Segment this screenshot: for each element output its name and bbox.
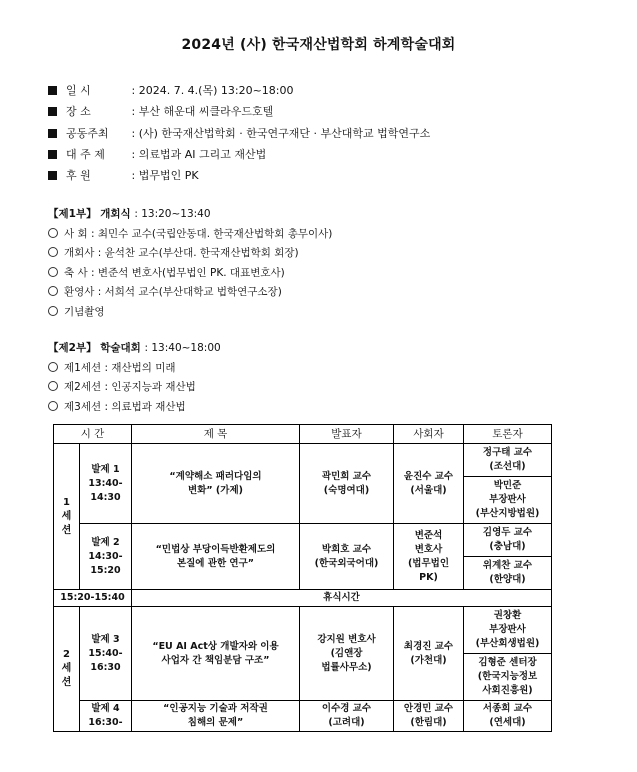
list-item bbox=[48, 264, 332, 284]
circle-bullet-icon bbox=[48, 362, 58, 372]
list-item bbox=[48, 359, 221, 379]
schedule-table bbox=[53, 424, 552, 732]
info-label: 후 원 bbox=[66, 169, 91, 183]
list-item bbox=[48, 283, 332, 303]
circle-bullet-icon bbox=[48, 247, 58, 257]
moderator-cell: 윤진수 교수 (서울대) bbox=[394, 444, 464, 524]
session1-label: 1 세 션 bbox=[54, 444, 80, 590]
list-item bbox=[48, 225, 332, 245]
break-time: 15:20-15:40 bbox=[54, 590, 132, 607]
session2-label: 2 세 션 bbox=[54, 607, 80, 732]
square-bullet-icon bbox=[48, 86, 57, 95]
info-label: 일 시 bbox=[66, 84, 91, 97]
discussant-cell: 김형준 센터장 (한국지능정보 사회진흥원) bbox=[464, 654, 552, 701]
info-place: 장 소 : 부산 해운대 씨클라우드호텔 bbox=[48, 101, 430, 122]
info-date: 일 시 : 2024. 7. 4.(목) 13:20~18:00 bbox=[48, 80, 430, 101]
list-item-text: 환영사 : 서희석 교수(부산대학교 법학연구소장) bbox=[64, 286, 282, 298]
discussant-cell: 박민준 부장판사 (부산지방법원) bbox=[464, 477, 552, 524]
circle-bullet-icon bbox=[48, 401, 58, 411]
circle-bullet-icon bbox=[48, 381, 58, 391]
presenter-cell: 이수경 교수 (고려대) bbox=[300, 701, 394, 732]
list-item-text: 제3세션 : 의료법과 재산법 bbox=[64, 400, 186, 413]
list-item-text: 제1세션 : 재산법의 미래 bbox=[64, 361, 176, 374]
break-row bbox=[54, 590, 552, 607]
circle-bullet-icon bbox=[48, 228, 58, 238]
square-bullet-icon bbox=[48, 171, 57, 180]
discussant-cell: 권창환 부장판사 (부산회생법원) bbox=[464, 607, 552, 654]
table-header-row bbox=[54, 425, 552, 444]
moderator-cell: 변준석 변호사 (법무법인 PK) bbox=[394, 524, 464, 590]
table-row bbox=[54, 524, 552, 557]
part2-head-text: 【제2부】 학술대회 bbox=[48, 342, 141, 354]
slot-cell: 발제 3 15:40- 16:30 bbox=[80, 607, 132, 701]
square-bullet-icon bbox=[48, 129, 57, 138]
part1-heading bbox=[48, 205, 332, 225]
list-item-text: 사 회 : 최민수 교수(국립안동대. 한국재산법학회 총무이사) bbox=[64, 227, 333, 240]
header-time: 시 간 bbox=[54, 425, 132, 444]
part2-section bbox=[48, 339, 221, 417]
circle-bullet-icon bbox=[48, 306, 58, 316]
table-row bbox=[54, 607, 552, 654]
slot-cell: 발제 1 13:40- 14:30 bbox=[80, 444, 132, 524]
slot-cell: 발제 4 16:30- bbox=[80, 701, 132, 732]
info-value: 의료법과 AI 그리고 재산법 bbox=[138, 147, 267, 161]
info-label: 공동주최 bbox=[66, 126, 109, 140]
list-item bbox=[48, 244, 332, 264]
info-label: 장 소 bbox=[66, 105, 91, 119]
part2-heading bbox=[48, 339, 221, 359]
title-cell: “계약해소 패러다임의 변화” (가제) bbox=[132, 444, 300, 524]
list-item-text: 제2세션 : 인공지능과 재산법 bbox=[64, 381, 196, 393]
slot-cell: 발제 2 14:30- 15:20 bbox=[80, 524, 132, 590]
event-info bbox=[48, 80, 430, 186]
table-row bbox=[54, 444, 552, 477]
title-cell: “인공지능 기술과 저작권 침해의 문제” bbox=[132, 701, 300, 732]
header-presenter: 발표자 bbox=[300, 425, 394, 444]
info-theme: 대 주 제 : 의료법과 AI 그리고 재산법 bbox=[48, 144, 430, 165]
table-row bbox=[54, 701, 552, 732]
square-bullet-icon bbox=[48, 150, 57, 159]
presenter-cell: 강지원 변호사 (김앤장 법률사무소) bbox=[300, 607, 394, 701]
list-item-text: 기념촬영 bbox=[64, 305, 105, 318]
info-value: 법무법인 PK bbox=[138, 169, 199, 183]
info-value: (사) 한국재산법학회 · 한국연구재단 · 부산대학교 법학연구소 bbox=[138, 126, 431, 140]
info-label: 대 주 제 bbox=[66, 147, 105, 161]
list-item-text: 개회사 : 윤석찬 교수(부산대. 한국재산법학회 회장) bbox=[64, 247, 299, 259]
header-moderator: 사회자 bbox=[394, 425, 464, 444]
part1-section bbox=[48, 205, 332, 322]
part1-time: : 13:20~13:40 bbox=[134, 208, 211, 220]
list-item bbox=[48, 398, 221, 418]
moderator-cell: 최경진 교수 (가천대) bbox=[394, 607, 464, 701]
moderator-cell: 안경민 교수 (한림대) bbox=[394, 701, 464, 732]
list-item bbox=[48, 378, 221, 398]
page-title: 2024년 (사) 한국재산법학회 하계학술대회 bbox=[181, 37, 456, 53]
circle-bullet-icon bbox=[48, 267, 58, 277]
discussant-cell: 서종희 교수 (연세대) bbox=[464, 701, 552, 732]
discussant-cell: 위계찬 교수 (한양대) bbox=[464, 557, 552, 590]
info-value: 2024. 7. 4.(목) 13:20~18:00 bbox=[138, 84, 294, 97]
info-sponsor: 후 원 : 법무법인 PK bbox=[48, 165, 430, 186]
discussant-cell: 정구태 교수 (조선대) bbox=[464, 444, 552, 477]
part1-head-text: 【제1부】 개회식 bbox=[48, 208, 131, 220]
square-bullet-icon bbox=[48, 107, 57, 116]
list-item-text: 축 사 : 변준석 변호사(법무법인 PK. 대표변호사) bbox=[64, 266, 285, 279]
presenter-cell: 박희호 교수 (한국외국어대) bbox=[300, 524, 394, 590]
title-cell: “EU AI Act상 개발자와 이용 사업자 간 책임분담 구조” bbox=[132, 607, 300, 701]
info-value: 부산 해운대 씨클라우드호텔 bbox=[138, 105, 274, 119]
presenter-cell: 곽민희 교수 (숙명여대) bbox=[300, 444, 394, 524]
header-title: 제 목 bbox=[132, 425, 300, 444]
title-cell: “민법상 부당이득반환제도의 본질에 관한 연구” bbox=[132, 524, 300, 590]
circle-bullet-icon bbox=[48, 286, 58, 296]
break-label: 휴식시간 bbox=[132, 590, 552, 607]
list-item bbox=[48, 303, 332, 323]
part2-time: : 13:40~18:00 bbox=[144, 342, 221, 354]
header-discussant: 토론자 bbox=[464, 425, 552, 444]
info-host: 공동주최 : (사) 한국재산법학회 · 한국연구재단 · 부산대학교 법학연구소 bbox=[48, 123, 430, 144]
discussant-cell: 김영두 교수 (충남대) bbox=[464, 524, 552, 557]
